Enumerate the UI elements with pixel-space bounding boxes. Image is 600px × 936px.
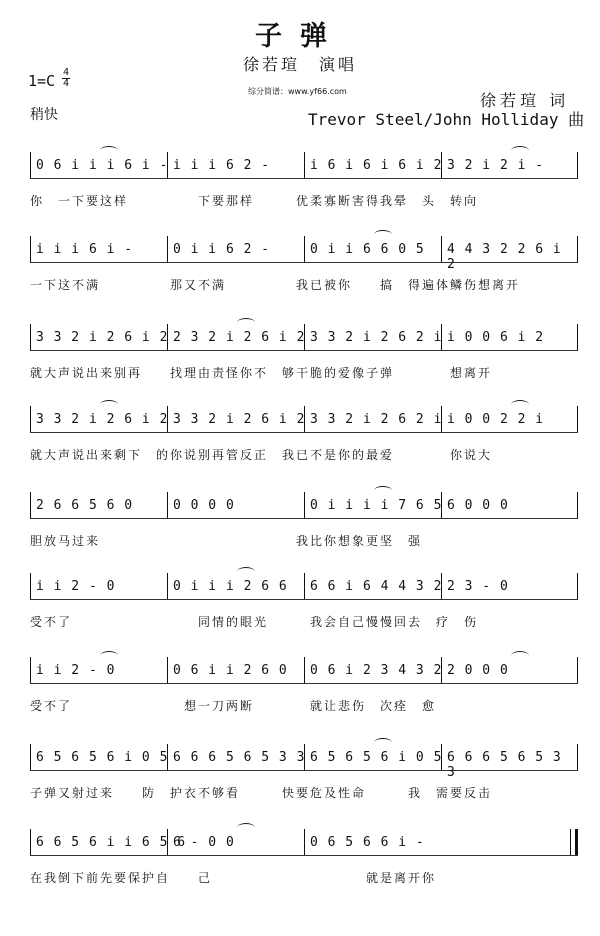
slur-mark — [237, 823, 255, 832]
final-barline — [570, 829, 578, 855]
measure-notes: 3 3 2 i 2 6 i 2 — [173, 412, 306, 427]
measure-notes: 6 6 6 5 6 5 3 3 — [173, 750, 306, 765]
slur-mark — [237, 567, 255, 576]
measure-notes: 0 6 i i i 6 i - — [36, 158, 169, 173]
slur-mark — [100, 400, 118, 409]
song-title: 子弹 — [255, 21, 345, 52]
measure-notes: 2 3 2 i 2 6 i 2 — [173, 330, 306, 345]
measure-notes: 0 6 i i 2 6 0 — [173, 663, 288, 678]
notation-line — [30, 833, 578, 856]
notation-line — [30, 328, 578, 351]
lyric-line: 就大声说出来剩下 的你说别再管反正 我已不是你的最爱 你说大 — [30, 448, 493, 462]
barline — [167, 492, 168, 518]
lyric-line: 受不了 想一刀两断 就让悲伤 次痊 愈 — [30, 699, 437, 713]
barline — [577, 152, 578, 178]
measure-notes: 2 6 6 5 6 0 — [36, 498, 134, 513]
measure-notes: 3 3 2 i 2 6 2 i — [310, 330, 443, 345]
barline — [304, 492, 305, 518]
measure-notes: 6 6 5 6 i i 6 5 6 — [36, 835, 187, 850]
measure-notes: 4 4 3 2 2 6 i 2 — [447, 242, 562, 272]
measure-notes: i i 2 - 0 — [36, 579, 116, 594]
measure-notes: 0 i i i 2 6 6 — [173, 579, 288, 594]
barline — [30, 829, 31, 855]
measure-notes: 0 i i i i 7 6 5 — [310, 498, 443, 513]
measure-notes: 0 6 5 6 6 i - — [310, 835, 425, 850]
source-note: 综分简谱：www.yf66.com — [248, 87, 347, 96]
lyric-line: 一下这不满 那又不满 我已被你 搞 得遍体鳞伤想离开 — [30, 278, 521, 292]
measure-notes: 3 3 2 i 2 6 2 i — [310, 412, 443, 427]
barline — [441, 236, 442, 262]
measure-notes: 6 6 6 5 6 5 3 3 — [447, 750, 562, 780]
notation-line — [30, 748, 578, 780]
measure-notes: i i 2 - 0 — [36, 663, 116, 678]
barline — [577, 492, 578, 518]
barline — [30, 744, 31, 770]
slur-mark — [511, 400, 529, 409]
measure-notes: i 0 0 6 i 2 — [447, 330, 545, 345]
tempo-marking: 稍快 — [30, 107, 58, 123]
lyric-line: 子弹又射过来 防 护衣不够看 快要危及性命 我 需要反击 — [30, 786, 493, 800]
slur-mark — [100, 651, 118, 660]
barline — [304, 829, 305, 855]
measure-notes: 6 - 0 0 — [173, 835, 235, 850]
notation-line — [30, 496, 578, 519]
measure-notes: 0 i i 6 2 - — [173, 242, 271, 257]
slur-mark — [374, 486, 392, 495]
barline — [304, 573, 305, 599]
barline — [30, 492, 31, 518]
barline — [30, 324, 31, 350]
slur-mark — [374, 230, 392, 239]
composer-credit: Trevor Steel/John Holliday 曲 — [308, 110, 585, 129]
measure-notes: i 0 0 2 2 i — [447, 412, 545, 427]
measure-notes: 6 5 6 5 6 i 0 5 — [36, 750, 169, 765]
barline — [167, 236, 168, 262]
measure-notes: 0 0 0 0 — [173, 498, 235, 513]
measure-notes: 0 i i 6 6 0 5 — [310, 242, 425, 257]
slur-mark — [374, 738, 392, 747]
barline — [30, 406, 31, 432]
notation-line — [30, 240, 578, 272]
notation-line — [30, 577, 578, 600]
slur-mark — [511, 651, 529, 660]
barline — [30, 573, 31, 599]
time-signature-top: 4 — [62, 67, 70, 78]
barline — [304, 152, 305, 178]
measure-notes: 6 5 6 5 6 i 0 5 — [310, 750, 443, 765]
notation-line — [30, 156, 578, 179]
barline — [577, 324, 578, 350]
measure-notes: 3 3 2 i 2 6 i 2 — [36, 330, 169, 345]
lyric-line: 你 一下要这样 下要那样 优柔寡断害得我晕 头 转向 — [30, 194, 479, 208]
barline — [167, 657, 168, 683]
measure-notes: 3 3 2 i 2 6 i 2 — [36, 412, 169, 427]
measure-notes: 2 3 - 0 — [447, 579, 509, 594]
barline — [577, 573, 578, 599]
key-signature: 1=C — [28, 72, 56, 90]
lyric-line: 在我倒下前先要保护自 己 就是离开你 — [30, 871, 437, 885]
notation-line — [30, 661, 578, 684]
lyric-line: 受不了 同情的眼光 我会自己慢慢回去 疗 伤 — [30, 615, 479, 629]
barline — [167, 573, 168, 599]
lyricist-credit: 徐若瑄 词 — [480, 91, 570, 110]
measure-notes: 3 2 i 2 i - — [447, 158, 545, 173]
slur-mark — [237, 318, 255, 327]
measure-notes: 0 6 i 2 3 4 3 2 — [310, 663, 443, 678]
measure-notes: i i i 6 2 - — [173, 158, 271, 173]
notation-line — [30, 410, 578, 433]
barline — [30, 236, 31, 262]
measure-notes: 2 0 0 0 — [447, 663, 509, 678]
lyric-line: 胆放马过来 我比你想象更坚 强 — [30, 534, 423, 548]
barline — [304, 657, 305, 683]
time-signature — [62, 68, 70, 89]
measure-notes: 6 6 i 6 4 4 3 2 — [310, 579, 443, 594]
barline — [30, 657, 31, 683]
lyric-line: 就大声说出来别再 找理由责怪你不 够干脆的爱像子弹 想离开 — [30, 366, 493, 380]
barline — [30, 152, 31, 178]
barline — [577, 406, 578, 432]
slur-mark — [100, 146, 118, 155]
measure-notes: i i i 6 i - — [36, 242, 134, 257]
measure-notes: 6 0 0 0 — [447, 498, 509, 513]
barline — [304, 236, 305, 262]
singer-credit: 徐若瑄 演唱 — [242, 55, 357, 74]
slur-mark — [511, 146, 529, 155]
time-signature-bottom: 4 — [62, 78, 70, 89]
barline — [577, 657, 578, 683]
measure-notes: i 6 i 6 i 6 i 2 — [310, 158, 443, 173]
